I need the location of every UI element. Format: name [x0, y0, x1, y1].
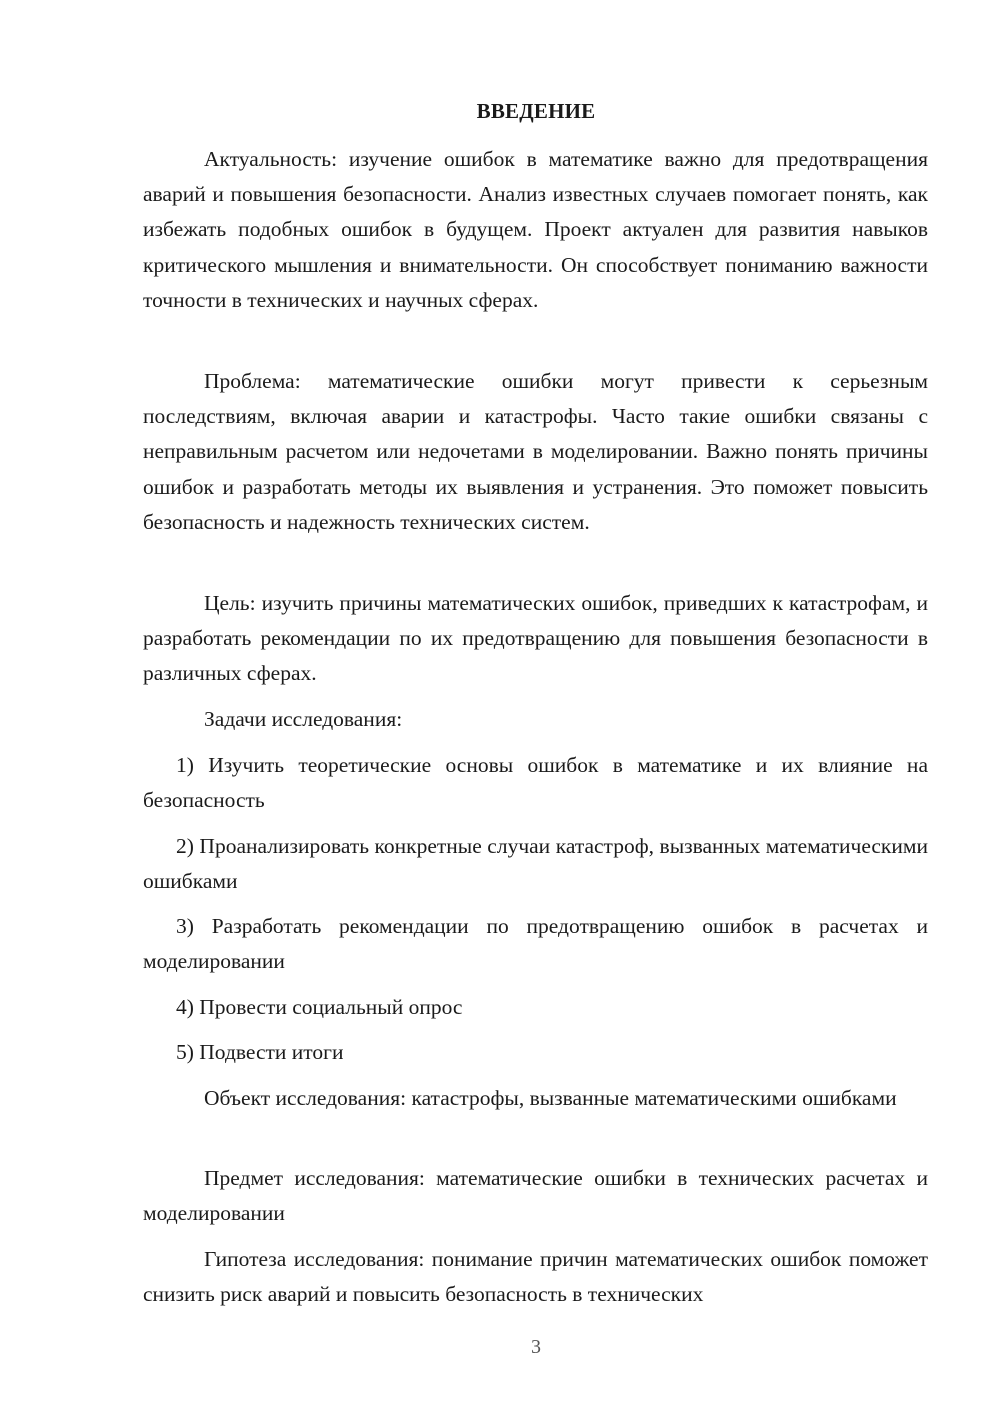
task-item-3: 3) Разработать рекомендации по предотвращению ошибок в расчетах и моделировании	[143, 914, 928, 974]
paragraph-subject: Предмет исследования: математические ошибки в технических расчетах и моделировании	[143, 1166, 928, 1226]
paragraph-object: Объект исследования: катастрофы, вызванные математическими ошибками	[204, 1086, 897, 1110]
page-number: 3	[531, 1336, 541, 1358]
task-item-2: 2) Проанализировать конкретные случаи катастроф, вызванных математическими ошибками	[143, 834, 928, 894]
task-item-4: 4) Провести социальный опрос	[176, 995, 463, 1019]
section-title: ВВЕДЕНИЕ	[476, 99, 596, 123]
paragraph-hypothesis: Гипотеза исследования: понимание причин математических ошибок поможет снизить риск аварий и повысить безопасность в технических	[143, 1247, 928, 1307]
paragraph-problem: Проблема: математические ошибки могут привести к серьезным последствиям, включая аварии и катастрофы. Часто такие ошибки связаны с неправильным расчетом или недочетами в моделировании. Важно понять причины ошибок и разработать методы их выявления и устранения. Это поможет повысить безопасность и надежность технических систем.	[143, 369, 928, 534]
task-item-5: 5) Подвести итоги	[176, 1040, 344, 1064]
paragraph-relevance: Актуальность: изучение ошибок в математике важно для предотвращения аварий и повышения безопасности. Анализ известных случаев помогает понять, как избежать подобных ошибок в будущем. Проект актуален для развития навыков критического мышления и внимательности. Он способствует пониманию важности точности в технических и научных сферах.	[143, 147, 928, 312]
task-item-1: 1) Изучить теоретические основы ошибок в математике и их влияние на безопасность	[143, 753, 928, 813]
tasks-heading: Задачи исследования:	[204, 707, 403, 731]
paragraph-goal: Цель: изучить причины математических ошибок, приведших к катастрофам, и разработать рекомендации по их предотвращению для повышения безопасности в различных сферах.	[143, 591, 928, 686]
